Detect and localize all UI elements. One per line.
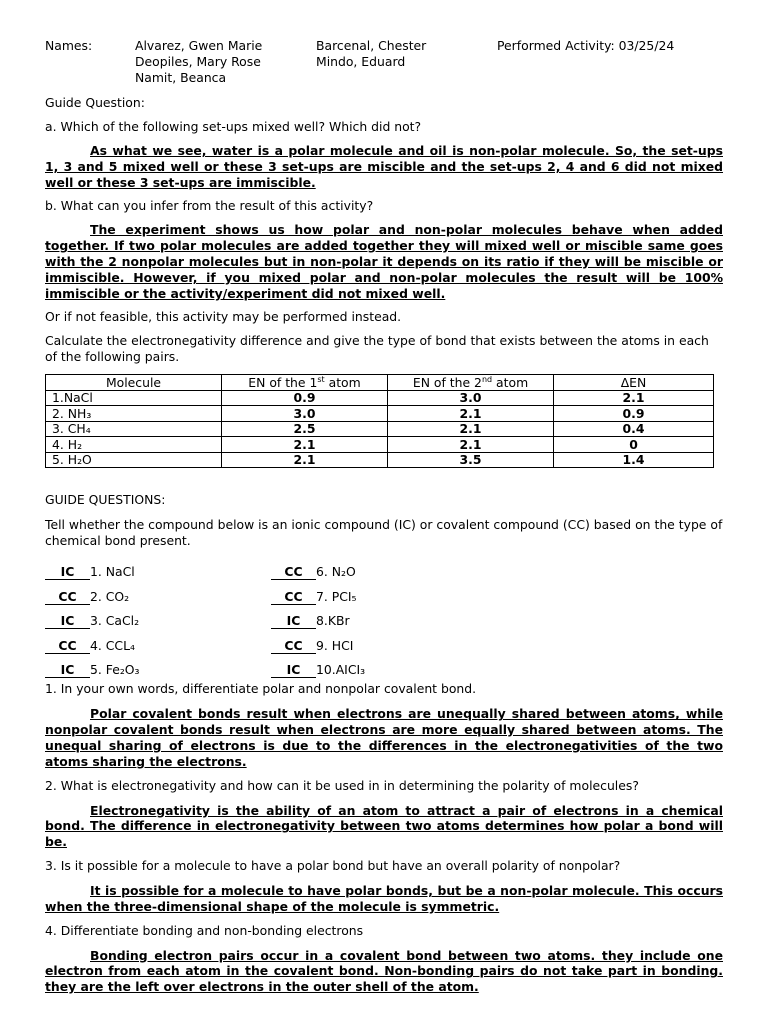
answer-blank: CC <box>45 590 90 605</box>
en-instruction: Calculate the electronegativity difference and give the type of bond that exists between the atoms in each of the following pairs. <box>45 333 709 365</box>
list-item <box>271 589 357 605</box>
list-item <box>45 662 140 678</box>
answer-blank: CC <box>271 590 316 605</box>
molecule-cell: 2. NH₃ <box>46 406 222 422</box>
delta-en-cell: 1.4 <box>554 452 714 468</box>
en2-cell: 2.1 <box>388 421 554 437</box>
answer-3: It is possible for a molecule to have polar bonds, but be a non-polar molecule. This occurs when the three-dimensional shape of the molecule is symmetric. <box>45 882 723 914</box>
answer-a: As what we see, water is a polar molecule and oil is non-polar molecule. So, the set-ups 1, 3 and 5 mixed well or these 3 set-ups are miscible and the set-ups 2, 4 and 6 did not mixed well or these 3 set-ups are immiscible. <box>45 143 723 190</box>
en1-cell: 2.5 <box>222 421 388 437</box>
list-item <box>271 564 356 580</box>
table-row <box>46 406 714 422</box>
header-en1: EN of the 1st atom <box>222 375 388 391</box>
table-row <box>46 437 714 453</box>
question-1: 1. In your own words, differentiate polar and nonpolar covalent bond. <box>45 681 477 697</box>
student-name: Barcenal, Chester <box>316 38 427 53</box>
answer-blank: CC <box>45 639 90 654</box>
compound-label: 3. CaCl₂ <box>90 613 140 629</box>
answer-blank: IC <box>45 565 90 580</box>
table-row <box>46 390 714 406</box>
list-item <box>271 662 365 678</box>
answer-blank: CC <box>271 565 316 580</box>
answer-b: The experiment shows us how polar and non-polar molecules behave when added together. If two polar molecules are added together they will mixed well or miscible same goes with the 2 nonpolar molecules but in non-polar it depends on its ratio if they will be miscible or immiscible. However, if you mixed polar and non-polar molecules the result will be 100% immiscible or the activity/experiment did not mixed well. <box>45 222 723 301</box>
compound-label: 9. HCI <box>316 638 354 654</box>
answer-blank: IC <box>271 614 316 629</box>
question-a: a. Which of the following set-ups mixed well? Which did not? <box>45 119 422 134</box>
compound-label: 2. CO₂ <box>90 589 130 605</box>
list-item <box>45 564 135 580</box>
table-row <box>46 421 714 437</box>
compound-label: 8.KBr <box>316 613 350 629</box>
compound-label: 1. NaCl <box>90 564 135 580</box>
list-item <box>45 589 129 605</box>
molecule-cell: 5. H₂O <box>46 452 222 468</box>
guide-questions-label: GUIDE QUESTIONS: <box>45 492 166 508</box>
question-4: 4. Differentiate bonding and non-bonding electrons <box>45 922 364 938</box>
compound-label: 10.AICI₃ <box>316 662 366 678</box>
student-name: Namit, Beanca <box>135 70 227 85</box>
en2-cell: 3.5 <box>388 452 554 468</box>
question-3: 3. Is it possible for a molecule to have a polar bond but have an overall polarity of nonpolar? <box>45 857 621 873</box>
list-item <box>45 638 135 654</box>
en2-cell: 3.0 <box>388 390 554 406</box>
delta-en-cell: 0.4 <box>554 421 714 437</box>
question-2: 2. What is electronegativity and how can it be used in in determining the polarity of molecules? <box>45 777 639 793</box>
table-header-row <box>46 375 714 391</box>
en1-cell: 0.9 <box>222 390 388 406</box>
header-delta-en: ΔEN <box>554 375 714 391</box>
electronegativity-table <box>45 374 714 468</box>
header-molecule: Molecule <box>46 375 222 391</box>
answer-4: Bonding electron pairs occur in a covalent bond between two atoms. they include one electron from each atom in the covalent bond. Non-bonding pairs do not take part in bonding. they are the left over electrons in the outer shell of the atom. <box>45 947 723 995</box>
compound-label: 7. PCI₅ <box>316 589 357 605</box>
molecule-cell: 1.NaCl <box>46 390 222 406</box>
student-name: Deopiles, Mary Rose <box>135 54 261 69</box>
en1-cell: 3.0 <box>222 406 388 422</box>
answer-2: Electronegativity is the ability of an atom to attract a pair of electrons in a chemical bond. The difference in electronegativity between two atoms determines how polar a bond will be. <box>45 802 723 850</box>
compound-label: 6. N₂O <box>316 564 356 580</box>
delta-en-cell: 0.9 <box>554 406 714 422</box>
student-name: Mindo, Eduard <box>316 54 406 69</box>
table-row <box>46 452 714 468</box>
answer-blank: CC <box>271 639 316 654</box>
list-item <box>271 638 353 654</box>
en1-cell: 2.1 <box>222 452 388 468</box>
compound-label: 5. Fe₂O₃ <box>90 662 140 678</box>
delta-en-cell: 0 <box>554 437 714 453</box>
answer-blank: IC <box>45 614 90 629</box>
delta-en-cell: 2.1 <box>554 390 714 406</box>
list-item <box>271 613 350 629</box>
en1-cell: 2.1 <box>222 437 388 453</box>
molecule-cell: 4. H₂ <box>46 437 222 453</box>
molecule-cell: 3. CH₄ <box>46 421 222 437</box>
answer-blank: IC <box>45 663 90 678</box>
question-b: b. What can you infer from the result of this activity? <box>45 198 374 214</box>
names-label: Names: <box>45 38 93 53</box>
student-name: Alvarez, Gwen Marie <box>135 38 263 53</box>
answer-blank: IC <box>271 663 316 678</box>
guide-question-label: Guide Question: <box>45 95 145 110</box>
ic-cc-list <box>45 557 723 679</box>
list-item <box>45 613 139 629</box>
header-en2: EN of the 2nd atom <box>388 375 554 391</box>
names-column-2 <box>316 38 426 70</box>
en2-cell: 2.1 <box>388 437 554 453</box>
worksheet-page <box>45 38 723 995</box>
performed-date: Performed Activity: 03/25/24 <box>497 38 675 53</box>
en2-cell: 2.1 <box>388 406 554 422</box>
ic-instruction: Tell whether the compound below is an ionic compound (IC) or covalent compound (CC) based on the type of chemical bond present. <box>45 517 723 549</box>
names-column-1 <box>135 38 262 86</box>
alternative-note: Or if not feasible, this activity may be performed instead. <box>45 309 402 325</box>
names-header <box>45 38 723 86</box>
answer-1: Polar covalent bonds result when electrons are unequally shared between atoms, while nonpolar covalent bonds result when electrons are more equally shared between atoms. The unequal sharing of electrons is due to the differences in the electronegativities of the two atoms sharing the electrons. <box>45 706 723 769</box>
compound-label: 4. CCL₄ <box>90 638 135 654</box>
